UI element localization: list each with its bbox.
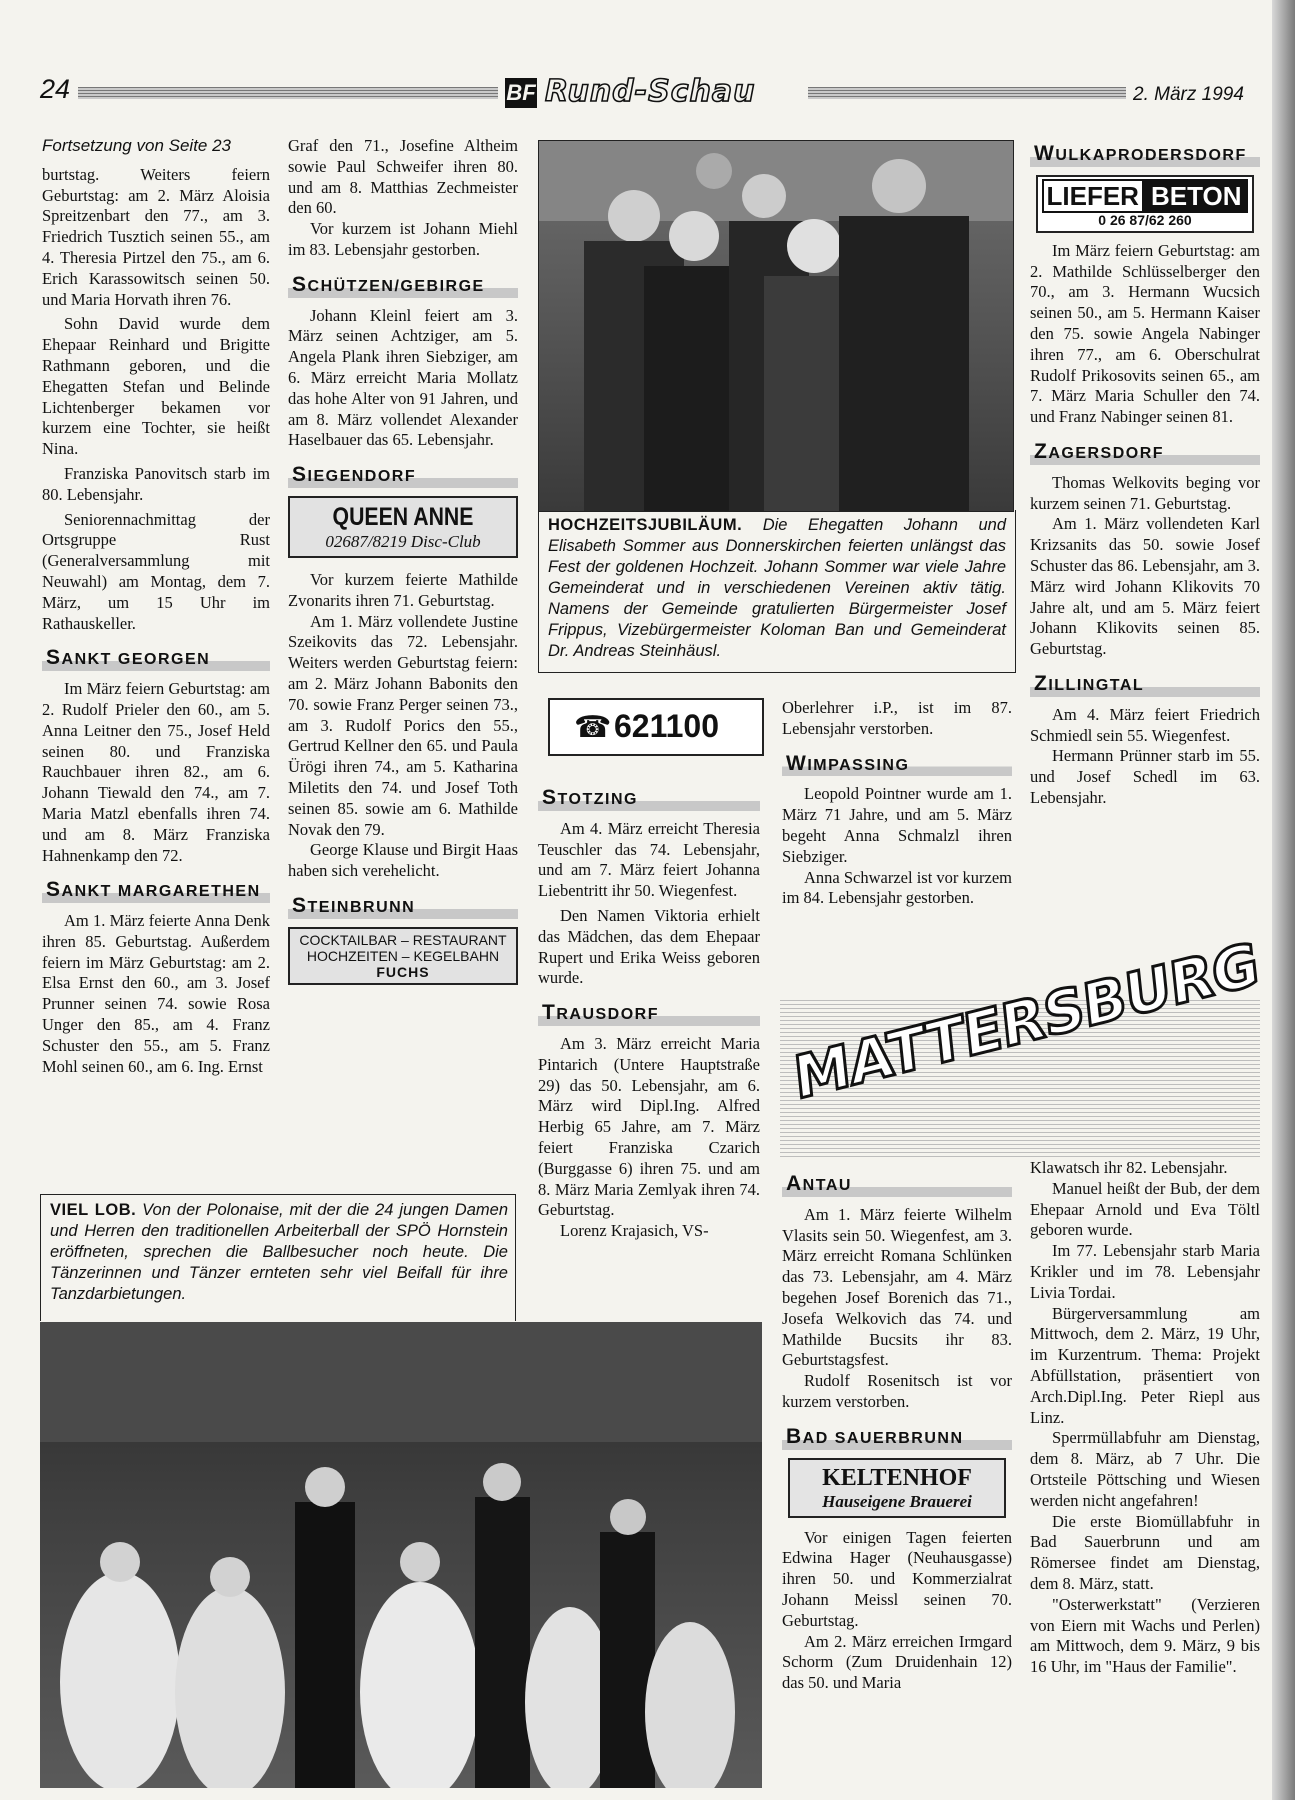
section-heading: SCHÜTZEN/GEBIRGE — [288, 273, 518, 298]
ad-title: QUEEN ANNE — [332, 502, 474, 531]
phone-ad — [548, 698, 764, 756]
column-1 — [42, 136, 270, 1077]
photo-people-silhouettes — [539, 141, 1013, 511]
paragraph: Franziska Panovitsch starb im 80. Lebensjahr. — [42, 463, 270, 504]
paragraph: Hermann Prünner starb im 55. und Josef Schedl im 63. Lebensjahr. — [1030, 746, 1260, 807]
paragraph: Am 1. März feierte Wilhelm Vlasits sein 50. Wiegenfest, am 3. März erreicht Romana Schlünken das 73. Lebensjahr, am 4. März begehen Josef Borenich das 71., Josefa Welkovich das 74. und Mathilde Bucsits ihr 83. Geburtstagsfest. — [782, 1204, 1012, 1370]
section-heading: ANTAU — [782, 1172, 1012, 1197]
paragraph: George Klause und Birgit Haas haben sich verehelicht. — [288, 840, 518, 881]
paragraph: Am 2. März erreichen Irmgard Schorm (Zum Druidenhain 12) das 50. und Maria — [782, 1631, 1012, 1693]
caption-rule — [538, 510, 1016, 673]
ad-lieferbeton — [1036, 175, 1254, 233]
page-number: 24 — [40, 74, 71, 104]
paragraph: Sohn David wurde dem Ehepaar Reinhard und Brigitte Rathmann geboren, und die Ehegatten Stefan und Belinde Lichtenberger bekamen vor kurzem eine Tochter, sie heißt Nina. — [42, 314, 270, 459]
paragraph: Lorenz Krajasich, VS- — [560, 1221, 709, 1241]
phone-number: 621100 — [614, 708, 720, 744]
section-heading: STEINBRUNN — [288, 894, 518, 919]
section-heading: SANKT GEORGEN — [42, 646, 270, 671]
paragraph: Rudolf Rosenitsch ist vor kurzem verstorben. — [782, 1371, 1012, 1411]
header-rule-left — [78, 87, 498, 99]
paragraph: Klawatsch ihr 82. Lebensjahr. — [1030, 1158, 1228, 1177]
paragraph: Manuel heißt der Bub, der dem Ehepaar Arnold und Eva Töltl geboren wurde. — [1030, 1178, 1260, 1240]
section-heading: ZILLINGTAL — [1030, 672, 1260, 697]
column-7 — [1030, 1158, 1260, 1678]
paragraph: Oberlehrer i.P., ist im 87. Lebensjahr verstorben. — [782, 698, 1012, 738]
section-heading: WIMPASSING — [782, 752, 1012, 777]
paragraph: Am 4. März erreicht Theresia Teuschler das 74. Lebensjahr, und am 7. März feiert Johanna Liebentritt ihr 50. Wiegenfest. — [538, 818, 760, 901]
section-heading: SANKT MARGARETHEN — [42, 878, 270, 903]
mattersburg-banner — [780, 929, 1262, 1160]
column-5 — [1030, 136, 1260, 809]
paragraph: Am 1. März vollendeten Karl Krizsanits das 50. sowie Josef Schuster das 86. Lebensjahr, am 3. März wird Johann Klikovits 70 Jahre alt, und am 5. März feiert Johann Klikovits seinen 85. Geburtstag. — [1030, 514, 1260, 659]
caption-text: Die Ehegatten Johann und Elisabeth Sommer aus Donnerskirchen feierten unlängst das Fest der goldenen Hochzeit. Johann Sommer war viele Jahre Gemeinderat und in verschiedenen Vereinen aktiv tätig. Namens der Gemeinde gratulierten Bürgermeister Josef Frippus, Vizebürgermeister Koloman Ban und Gemeinderat Dr. Andreas Steinhäusl. — [548, 516, 1006, 660]
ad-title: KELTENHOF — [822, 1464, 972, 1491]
header-rule-right — [808, 87, 1126, 99]
section-heading: SIEGENDORF — [288, 463, 518, 488]
paragraph: Am 4. März feiert Friedrich Schmiedl sein 55. Wiegenfest. — [1030, 704, 1260, 745]
ad-word-beton: BETON — [1144, 179, 1249, 213]
paragraph: Graf den 71., Josefine Altheim sowie Paul Schweifer ihren 80. und am 8. Matthias Zechmeister den 60. — [288, 136, 518, 218]
wedding-anniversary-photo — [538, 140, 1014, 512]
paragraph: Im März feiern Geburtstag: am 2. Mathilde Schlüsselberger den 70., am 3. Hermann Wucsich seinen 50., am 5. Hermann Kaiser den 75. sowie Angela Nabinger ihren 77., am 6. Oberschulrat Rudolf Prikosovits seinen 65., am 7. März Maria Schuller den 74. und Franz Nabinger seinen 81. — [1030, 240, 1260, 427]
paragraph: burtstag. Weiters feiern Geburtstag: am 2. März Aloisia Spreitzenbart den 77., am 3. Friedrich Tusztich seinen 55., am 4. Theresia Pirtzel den 75., am 6. Erich Karassowitsch seinen 50. und Maria Horvath ihren 76. — [42, 164, 270, 309]
viel-lob-caption — [50, 1200, 508, 1305]
paragraph: Anna Schwarzel ist vor kurzem im 84. Lebensjahr gestorben. — [782, 867, 1013, 908]
ad-keltenhof — [788, 1458, 1006, 1518]
paragraph: Am 1. März feierte Anna Denk ihren 85. Geburtstag. Außerdem feiern im März Geburtstag: am 2. Elsa Ernst den 60., am 3. Josef Prunner seinen 74. sowie Rosa Unger den 85., am 4. Franz Schuster den 55., am 5. Franz Mohl seinen 60., am 6. Ing. Ernst — [42, 911, 270, 1076]
logo-bf: BF — [505, 78, 537, 108]
paragraph: Die erste Biomüllabfuhr in Bad Sauerbrunn und am Römersee findet am Dienstag, dem 8. März, statt. — [1030, 1511, 1260, 1593]
ad-line: HOCHZEITEN – KEGELBAHN — [306, 947, 500, 964]
ad-fuchs — [288, 927, 518, 985]
column-2 — [288, 136, 518, 985]
paragraph: Sperrmüllabfuhr am Dienstag, dem 8. März, ab 7 Uhr. Die Ortsteile Pöttsching und Wiesen werden nicht angefahren! — [1030, 1428, 1260, 1510]
paragraph: Vor einigen Tagen feierten Edwina Hager (Neuhausgasse) ihren 50. und Kommerzialrat Johann Meissl seinen 70. Geburtstag. — [782, 1527, 1012, 1630]
paragraph: Im 77. Lebensjahr starb Maria Krikler und im 78. Lebensjahr Livia Tordai. — [1030, 1241, 1260, 1302]
paragraph: Am 1. März vollendete Justine Szeikovits das 72. Lebensjahr. Weiters werden Geburtstag feiern: am 2. März Johann Babonits den 70. sowie Franz Perger seinen 73., am 3. Rudolf Porics den 55., Gertrud Kellner den 65. und Paula Ürögi ihren 74., am 5. Katharina Miletits den 74. und Josef Toth seinen 85. sowie am 6. Mathilde Novak den 79. — [288, 611, 518, 839]
continued-note: Fortsetzung von Seite 23 — [42, 136, 232, 155]
issue-date: 2. März 1994 — [1133, 84, 1244, 105]
paragraph: Leopold Pointner wurde am 1. März 71 Jahre, und am 5. März begeht Anna Schmalzl ihren Siebziger. — [782, 784, 1012, 866]
page-edge-shadow — [1272, 0, 1295, 1800]
ad-subtitle: 02687/8219 Disc-Club — [325, 531, 481, 551]
logo-text: Rund-Schau — [545, 74, 756, 109]
ad-line: COCKTAILBAR – RESTAURANT — [299, 931, 507, 948]
section-heading: ZAGERSDORF — [1030, 440, 1260, 465]
section-heading: BAD SAUERBRUNN — [782, 1425, 1012, 1450]
column-4 — [782, 698, 1012, 909]
paragraph: Thomas Welkovits beging vor kurzem seinen 71. Geburtstag. — [1030, 472, 1260, 513]
ad-word-liefer: LIEFER — [1042, 179, 1144, 213]
ball-polonaise-photo — [40, 1322, 762, 1788]
paragraph: Am 3. März erreicht Maria Pintarich (Untere Hauptstraße 29) das 50. Lebensjahr, am 6. März wird Dipl.Ing. Alfred Herbig 65 Jahre, am 7. März feiert Franziska Czarich (Burggasse 6) ihren 75. und am 8. März Maria Zemlyak ihren 74. Geburtstag. — [538, 1033, 760, 1220]
column-3 — [538, 776, 760, 1242]
ad-line: FUCHS — [376, 963, 430, 980]
caption-lead: HOCHZEITSJUBILÄUM. — [548, 516, 743, 534]
caption-text: Von der Polonaise, mit der die 24 jungen Damen und Herren den traditionellen Arbeiterball der SPÖ Hornstein eröffneten, sprechen die Ballbesucher noch heute. Die Tänzerinnen und Tänzer ernteten sehr viel Beifall für ihre Tanzdarbietungen. — [50, 1201, 508, 1303]
ad-logo — [1038, 181, 1252, 211]
publication-logo — [505, 74, 800, 110]
paragraph: Seniorennachmittag der Ortsgruppe Rust (Generalversammlung mit Neuwahl) am Montag, dem 7. März, um 15 Uhr im Rathauskeller. — [42, 509, 270, 633]
section-heading: STOTZING — [538, 786, 760, 811]
ad-queen-anne — [288, 496, 518, 558]
column-6 — [782, 1172, 1012, 1694]
section-heading: WULKAPRODERSDORF — [1030, 142, 1260, 167]
paragraph: Johann Kleinl feiert am 3. März seinen Achtziger, am 5. Angela Plank ihren Siebziger, am 6. März erreicht Maria Mollatz das hohe Alter von 91 Jahren, und am 8. März vollendet Alexander Haselbauer das 65. Lebensjahr. — [288, 305, 518, 450]
section-heading: TRAUSDORF — [538, 1001, 760, 1026]
paragraph: Bürgerversammlung am Mittwoch, dem 2. März, 19 Uhr, im Kurzentrum. Thema: Projekt Abfüllstation, präsentiert von Arch.Dipl.Ing. Peter Riepl aus Linz. — [1030, 1303, 1260, 1427]
photo-dancers-silhouettes — [40, 1322, 762, 1788]
mattersburg-title: MATTERSBURG — [790, 929, 1262, 1113]
paragraph: Vor kurzem feierte Mathilde Zvonarits ihren 71. Geburtstag. — [288, 569, 518, 610]
telephone-icon: ☎ — [574, 711, 612, 744]
caption-lead: VIEL LOB. — [50, 1201, 137, 1219]
ad-subtitle: Hauseigene Brauerei — [822, 1491, 972, 1511]
paragraph: Den Namen Viktoria erhielt das Mädchen, das dem Ehepaar Rupert und Erika Weiss geboren wurde. — [538, 905, 760, 988]
paragraph: Im März feiern Geburtstag: am 2. Rudolf Prieler den 60., am 5. Anna Leitner den 75., Josef Held seinen 80. und Franziska Rauchbauer ihren 82., am 6. Johann Tiewald den 74., am 7. Maria Matzl ebenfalls ihren 74. und am 8. März Franziska Hahnenkamp den 72. — [42, 679, 270, 865]
paragraph: Vor kurzem ist Johann Miehl im 83. Lebensjahr gestorben. — [288, 219, 518, 259]
paragraph: "Osterwerkstatt" (Verzieren von Eiern mit Wachs und Perlen) am Mittwoch, dem 9. März, 9 bis 16 Uhr, im "Haus der Familie". — [1030, 1594, 1260, 1677]
ad-phone: 0 26 87/62 260 — [1098, 211, 1192, 228]
